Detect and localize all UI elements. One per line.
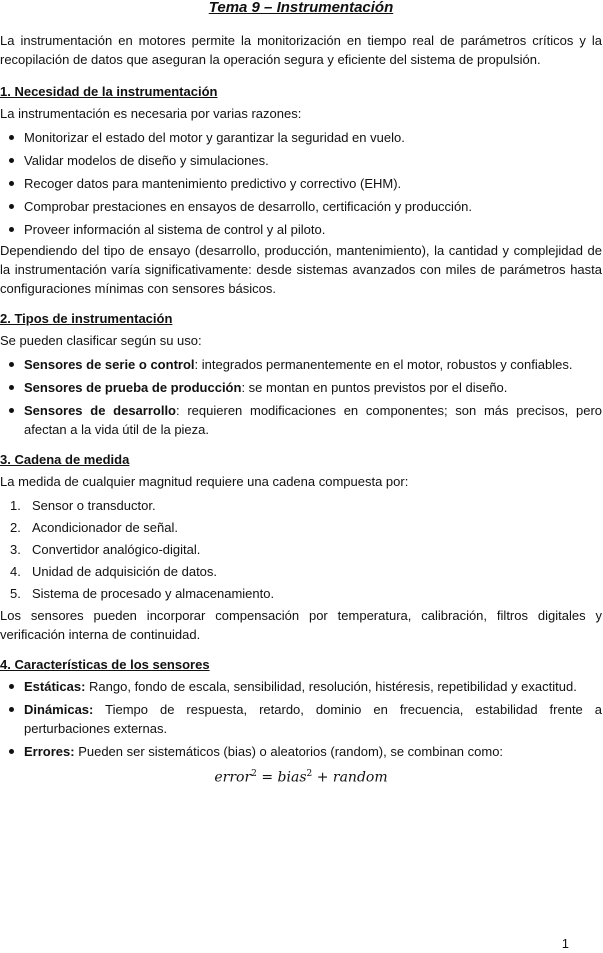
list-number: 2. (10, 520, 21, 535)
section-4-heading: 4. Características de los sensores (0, 657, 210, 672)
list-item: Comprobar prestaciones en ensayos de desarrollo, certificación y producción. (0, 197, 602, 216)
formula-equals: = (256, 769, 278, 786)
list-item (0, 355, 602, 374)
section-3-lead: La medida de cualquier magnitud requiere una cadena compuesta por: (0, 474, 409, 489)
section-4-list (0, 677, 602, 761)
page-number: 1 (561, 936, 569, 951)
formula-plus: + (312, 769, 333, 786)
list-item-text: Sensor o transductor. (32, 498, 156, 513)
list-item-text: Rango, fondo de escala, sensibilidad, resolución, histéresis, repetibilidad y exactitud. (85, 679, 577, 694)
intro-paragraph: La instrumentación en motores permite la monitorización en tiempo real de parámetros críticos y la recopilación de datos que aseguran la operación segura y eficiente del sistema de propulsión. (0, 33, 602, 67)
section-2-list (0, 355, 602, 439)
list-number: 1. (10, 498, 21, 513)
formula-exponent: 2 (306, 769, 313, 779)
list-item: Monitorizar el estado del motor y garantizar la seguridad en vuelo. (0, 128, 602, 147)
formula-exponent: 2 (251, 769, 257, 779)
list-item-text: Sistema de procesado y almacenamiento. (32, 586, 275, 601)
list-item-term: Sensores de desarrollo (24, 403, 177, 418)
list-item (0, 540, 602, 559)
list-item-term: Estáticas: (24, 679, 86, 694)
list-number: 3. (10, 542, 21, 557)
list-item-text: : se montan en puntos previstos por el diseño. (241, 380, 508, 395)
list-item-text: Convertidor analógico-digital. (32, 542, 201, 557)
list-item: Validar modelos de diseño y simulaciones. (0, 151, 602, 170)
list-item-text: Acondicionador de señal. (32, 520, 178, 535)
list-item-text: : integrados permanentemente en el motor, robustos y confiables. (194, 357, 573, 372)
list-item (0, 496, 602, 515)
list-item-term: Sensores de serie o control (24, 357, 195, 372)
section-3-closing: Los sensores pueden incorporar compensación por temperatura, calibración, filtros digitales y verificación interna de continuidad. (0, 608, 602, 642)
list-item-text: Tiempo de respuesta, retardo, dominio en frecuencia, estabilidad frente a perturbaciones externas. (24, 702, 602, 736)
list-item-term: Errores: (24, 744, 75, 759)
section-3-heading: 3. Cadena de medida (0, 452, 130, 467)
list-item (0, 562, 602, 581)
section-1-heading: 1. Necesidad de la instrumentación (0, 84, 218, 99)
list-item (0, 700, 602, 738)
list-item (0, 378, 602, 397)
formula-error: error (214, 769, 252, 786)
section-1-lead: La instrumentación es necesaria por varias razones: (0, 106, 302, 121)
list-item (0, 518, 602, 537)
section-2-lead: Se pueden clasificar según su uso: (0, 333, 202, 348)
section-2-heading: 2. Tipos de instrumentación (0, 311, 173, 326)
list-item (0, 677, 602, 696)
page-title: Tema 9 – Instrumentación (208, 0, 394, 16)
section-3-list (0, 496, 602, 603)
section-1-closing: Dependiendo del tipo de ensayo (desarrollo, producción, mantenimiento), la cantidad y complejidad de la instrumentación varía significativamente: desde sistemas avanzados con miles de parámetros hasta configuraciones mínimas con sensores básicos. (0, 243, 602, 296)
list-item (0, 401, 602, 439)
list-item-text: Unidad de adquisición de datos. (32, 564, 218, 579)
formula-random: random (332, 769, 388, 786)
list-item-text: : requieren modificaciones en componentes; son más precisos, pero afectan a la vida útil de la pieza. (24, 403, 603, 437)
list-item: Recoger datos para mantenimiento predictivo y correctivo (EHM). (0, 174, 602, 193)
list-number: 5. (10, 586, 21, 601)
formula-bias: bias (277, 769, 307, 786)
list-item-text: Pueden ser sistemáticos (bias) o aleatorios (random), se combinan como: (74, 744, 504, 759)
list-item (0, 742, 602, 761)
error-formula (0, 765, 602, 788)
list-number: 4. (10, 564, 21, 579)
list-item: Proveer información al sistema de control y al piloto. (0, 220, 602, 239)
list-item (0, 584, 602, 603)
list-item-term: Sensores de prueba de producción (24, 380, 242, 395)
section-1-list (0, 128, 602, 239)
list-item-term: Dinámicas: (24, 702, 94, 717)
